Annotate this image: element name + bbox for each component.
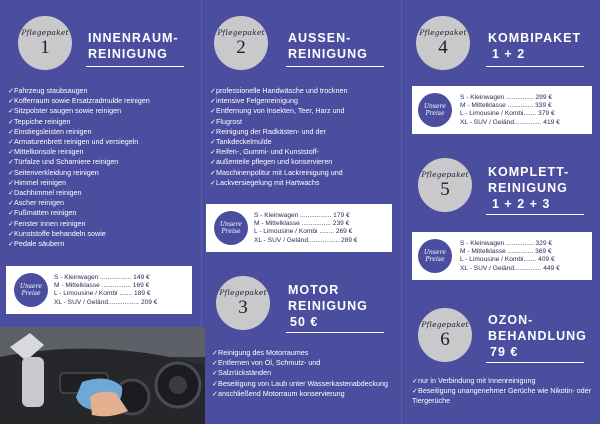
package-5-prices [460,240,588,273]
title-underline [486,214,584,215]
badge-script: Pflegepaket [419,28,467,37]
package-1-badge [18,16,72,70]
list-item: ✓ Reinigung der Radkästen- und der [210,127,396,137]
package-2-items [210,86,396,188]
list-item: ✓ Maschinenpolitur mit Lackreinigung und [210,168,396,178]
title-line-2: REINIGUNG [88,47,168,61]
package-2-title [288,30,368,62]
badge-script: Pflegepaket [219,288,267,297]
badge-script: Pflegepaket [217,28,265,37]
price-row: L - Limousine / Kombi....... 409 € [460,256,555,264]
prices-seal: Unsere Preise [418,93,452,127]
badge-number: 2 [236,37,246,58]
title-line-2: REINIGUNG [488,181,568,195]
price-row: M - Mittelklasse .............. 369 € [460,248,552,256]
list-item: ✓ Pedale säubern [8,239,196,249]
price-row: M - Mittelklasse ................ 239 € [254,220,350,228]
badge-script: Pflegepaket [421,320,469,329]
title-underline [286,66,384,67]
price-row: XL - SUV / Geländ............... 449 € [460,264,560,272]
list-item: ✓ Mittelkonsole reinigen [8,147,196,157]
title-line-1: KOMPLETT- [488,165,570,179]
prices-seal: Unsere Preise [214,211,248,245]
package-price: 79 € [490,345,519,359]
list-item: ✓ Fußmatten reinigen [8,208,196,218]
title-line-1: KOMBIPAKET [488,31,582,45]
list-item: ✓ Einstiegsleisten reinigen [8,127,196,137]
price-row: XL - SUV / Geländ................. 289 € [254,236,358,244]
list-item: ✓ außenteile pflegen und konservieren [210,157,396,167]
badge-number: 5 [440,179,450,200]
price-row: L - Limousine / Kombi ........ 269 € [254,228,353,236]
title-line-1: AUSSEN- [288,31,352,45]
package-3-title [288,282,368,330]
title-line-1: MOTOR [288,283,340,297]
list-item: ✓ Teppiche reinigen [8,117,196,127]
title-line-2: 1 + 2 [492,47,526,61]
package-2-prices [254,212,388,245]
list-item: ✓ nur in Verbindung mit Innenreinigung [412,376,596,386]
badge-script: Pflegepaket [21,28,69,37]
list-item: ✓ professionelle Handwäsche und trocknen [210,86,396,96]
title-underline [486,66,584,67]
prices-seal: Unsere Preise [418,239,452,273]
package-4-title [488,30,581,62]
price-row: L - Limousine / Kombi....... 379 € [460,110,555,118]
list-item: ✓ Reifen-, Gummi- und Kunststoff- [210,147,396,157]
list-item: ✓ Himmel reinigen [8,178,196,188]
title-line-1: INNENRAUM- [88,31,179,45]
title-line-2: BEHANDLUNG [488,329,587,343]
price-row: S - Kleinwagen ............... 329 € [460,240,552,247]
title-underline [486,362,584,363]
price-row: XL - SUV / Geländ................. 209 € [54,298,158,306]
package-6-items [412,376,596,407]
price-row: L - Limousine / Kombi ....... 189 € [54,290,151,298]
title-line-3: 1 + 2 + 3 [492,197,551,211]
package-price: 50 € [290,315,319,329]
price-row: M - Mittelklasse ................ 169 € [54,282,150,290]
list-item: ✓ Reinigung des Motorraumes [212,348,398,358]
price-row: S - Kleinwagen ................. 179 € [254,212,350,219]
badge-number: 1 [40,37,50,58]
prices-seal: Unsere Preise [14,273,48,307]
list-item: ✓ Sitzpolster saugen sowie reinigen [8,106,196,116]
list-item: ✓ anschließend Motorraum konservierung [212,389,398,399]
list-item: ✓ Tankdeckelmulde [210,137,396,147]
list-item: ✓ Seitenverkleidung reinigen [8,168,196,178]
list-item: ✓ Ascher reinigen [8,198,196,208]
car-interior-photo [0,327,205,424]
package-5-badge [418,158,472,212]
title-line-1: OZON- [488,313,534,327]
list-item: ✓ Fahrzeug staubsaugen [8,86,196,96]
badge-number: 6 [440,329,450,350]
list-item: ✓ Flugrost [210,117,396,127]
title-underline [286,332,384,333]
price-row: XL - SUV / Geländ............... 419 € [460,118,560,126]
title-line-2: REINIGUNG [288,47,368,61]
car-cleaning-illustration [0,327,205,424]
list-item: ✓ Entfernung von Insekten, Teer, Harz und [210,106,396,116]
badge-number: 3 [238,297,248,318]
list-item: ✓ Salzrückständen [212,368,398,378]
list-item: ✓ Fenster innen reinigen [8,219,196,229]
list-item: ✓ Beseitigung von Laub unter Wasserkastenabdeckung [212,379,398,389]
package-6-badge [418,308,472,362]
package-1-title [88,30,179,62]
package-2-badge [214,16,268,70]
package-1-prices [54,274,188,307]
title-line-2: REINIGUNG [288,299,368,313]
price-row: S - Kleinwagen ............... 299 € [460,94,552,101]
list-item: ✓ Dachhimmel reinigen [8,188,196,198]
package-5-title [488,164,569,212]
price-row: M - Mittelklasse .............. 339 € [460,102,552,110]
title-underline [86,66,184,67]
price-row: S - Kleinwagen ................. 149 € [54,274,150,281]
list-item: ✓ Kunststoffe behandeln sowie [8,229,196,239]
list-item: ✓ Lackversiegelung mit Hartwachs [210,178,396,188]
list-item: ✓ Entfernen von Öl, Schmutz- und [212,358,398,368]
package-6-title [488,312,587,360]
package-4-prices [460,94,588,127]
package-1-items [8,86,196,249]
list-item: ✓ Armaturenbrett reinigen und versiegeln [8,137,196,147]
package-3-badge [216,276,270,330]
column-separator [401,0,402,424]
badge-number: 4 [438,37,448,58]
list-item: ✓ Beseitigung unangenehmer Gerüche wie Nikotin- oder Tiergerüche [412,386,596,406]
package-3-items [212,348,398,399]
list-item: ✓ Türfalze und Scharniere reinigen [8,157,196,167]
list-item: ✓ intensive Felgenreinigung [210,96,396,106]
package-4-badge [416,16,470,70]
list-item: ✓ Kofferraum sowie Ersatzradmulde reinigen [8,96,196,106]
badge-script: Pflegepaket [421,170,469,179]
